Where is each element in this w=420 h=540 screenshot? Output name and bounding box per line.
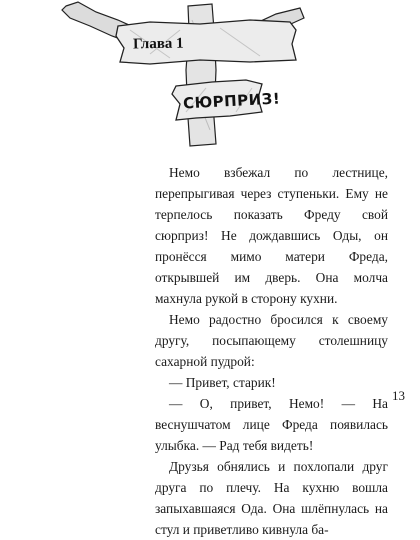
paragraph: — Привет, старик! xyxy=(169,375,276,390)
paragraph: Немо взбежал по лестнице, перепрыгивая через ступеньки. Ему не терпелось показать Фреду свой сюрприз! Не дождавшись Оды, он пронёсся мимо матери Фреда, открывшей им дверь. Она молча махнула рукой в сторону кухни. xyxy=(155,165,388,306)
page-number: 13 xyxy=(392,388,405,403)
paragraph: — О, привет, Немо! — На веснушчатом лице Фреда появилась улыбка. — Рад тебя видеть! xyxy=(155,396,388,453)
chapter-title: СЮРПРИЗ! xyxy=(182,89,281,113)
chapter-label: Глава 1 xyxy=(132,35,184,53)
chapter-body xyxy=(155,162,388,540)
chapter-header-illustration xyxy=(0,0,420,150)
paragraph: Немо радостно бросился к своему другу, посыпающему столешницу сахарной пудрой: xyxy=(155,312,388,369)
paragraph: Друзья обнялись и похлопали друг друга по плечу. На кухню вошла запыхавшаяся Ода. Она шлёпнулась на стул и приветливо кивнула ба- xyxy=(155,459,388,537)
